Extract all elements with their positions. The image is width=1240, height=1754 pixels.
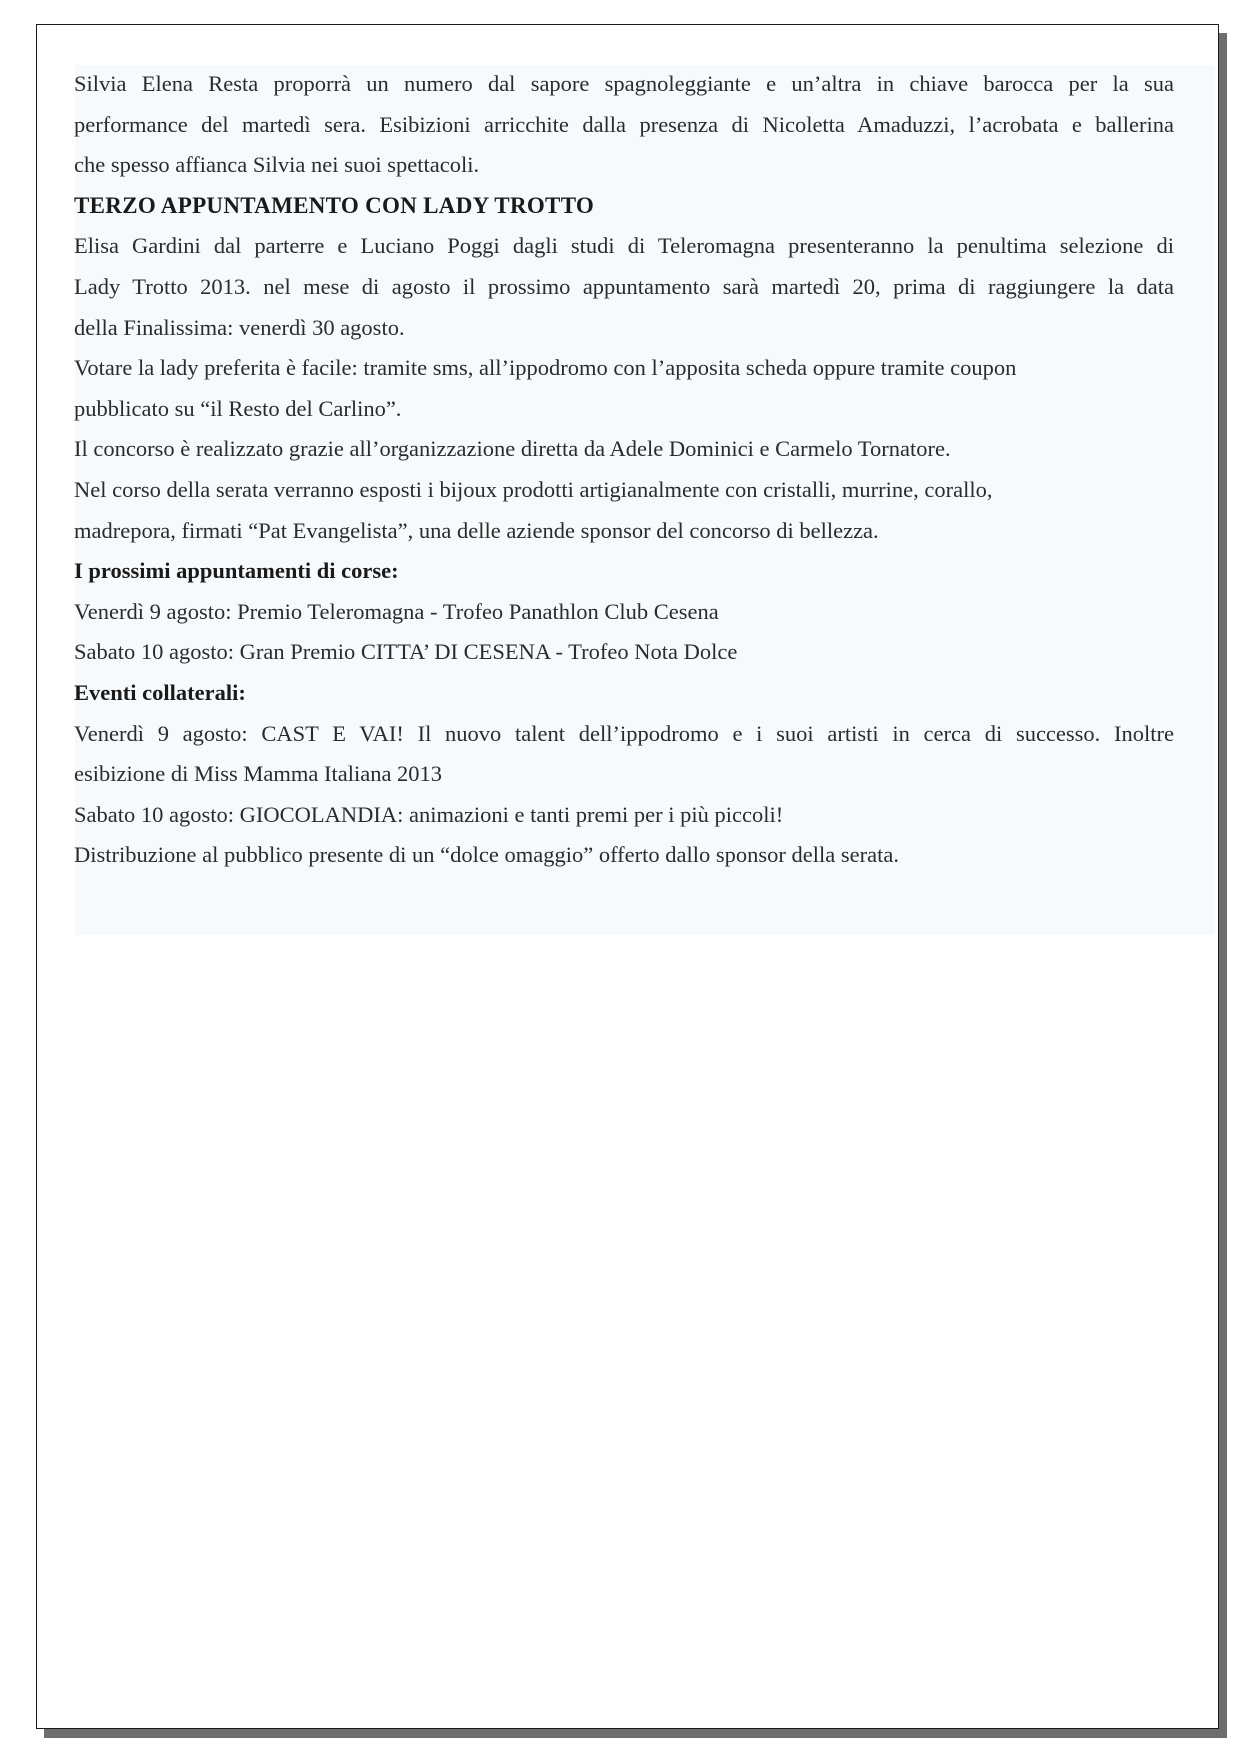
lady-trotto-heading: TERZO APPUNTAMENTO CON LADY TROTTO — [74, 192, 595, 218]
event-item-1-line-1: Venerdì 9 agosto: CAST E VAI! Il nuovo talent dell’ippodromo e i suoi artisti in cerca di successo. Inoltre — [74, 720, 1174, 746]
bijoux-line-2: madrepora, firmati “Pat Evangelista”, una delle aziende sponsor del concorso di bellezza. — [74, 517, 879, 543]
bijoux-line-1: Nel corso della serata verranno esposti i bijoux prodotti artigianalmente con cristalli, murrine, corallo, — [74, 476, 993, 502]
intro-line-2: performance del martedì sera. Esibizioni arricchite dalla presenza di Nicoletta Amaduzzi, l’acrobata e ballerina — [74, 111, 1174, 137]
race-item-1: Venerdì 9 agosto: Premio Teleromagna - Trofeo Panathlon Club Cesena — [74, 598, 719, 624]
lady-trotto-line-2: Lady Trotto 2013. nel mese di agosto il prossimo appuntamento sarà martedì 20, prima di raggiungere la data — [74, 273, 1174, 299]
vote-line-2: pubblicato su “il Resto del Carlino”. — [74, 395, 402, 421]
document-body — [74, 64, 1174, 876]
lady-trotto-line-3: della Finalissima: venerdì 30 agosto. — [74, 314, 405, 340]
events-heading: Eventi collaterali: — [74, 679, 246, 705]
intro-line-1: Silvia Elena Resta proporrà un numero dal sapore spagnoleggiante e un’altra in chiave barocca per la sua — [74, 71, 1174, 96]
event-item-1-line-2: esibizione di Miss Mamma Italiana 2013 — [74, 761, 443, 787]
race-item-2: Sabato 10 agosto: Gran Premio CITTA’ DI CESENA - Trofeo Nota Dolce — [74, 639, 738, 665]
event-item-2: Sabato 10 agosto: GIOCOLANDIA: animazioni e tanti premi per i più piccoli! — [74, 801, 784, 827]
races-heading: I prossimi appuntamenti di corse: — [74, 558, 399, 584]
intro-line-3: che spesso affianca Silvia nei suoi spettacoli. — [74, 152, 480, 178]
vote-line-1: Votare la lady preferita è facile: tramite sms, all’ippodromo con l’apposita scheda oppure tramite coupon — [74, 355, 1017, 381]
lady-trotto-line-1: Elisa Gardini dal parterre e Luciano Poggi dagli studi di Teleromagna presenteranno la penultima selezione di — [74, 233, 1174, 259]
distribution-line: Distribuzione al pubblico presente di un “dolce omaggio” offerto dallo sponsor della serata. — [74, 842, 899, 868]
organizers-line: Il concorso è realizzato grazie all’organizzazione diretta da Adele Dominici e Carmelo Tornatore. — [74, 436, 951, 462]
